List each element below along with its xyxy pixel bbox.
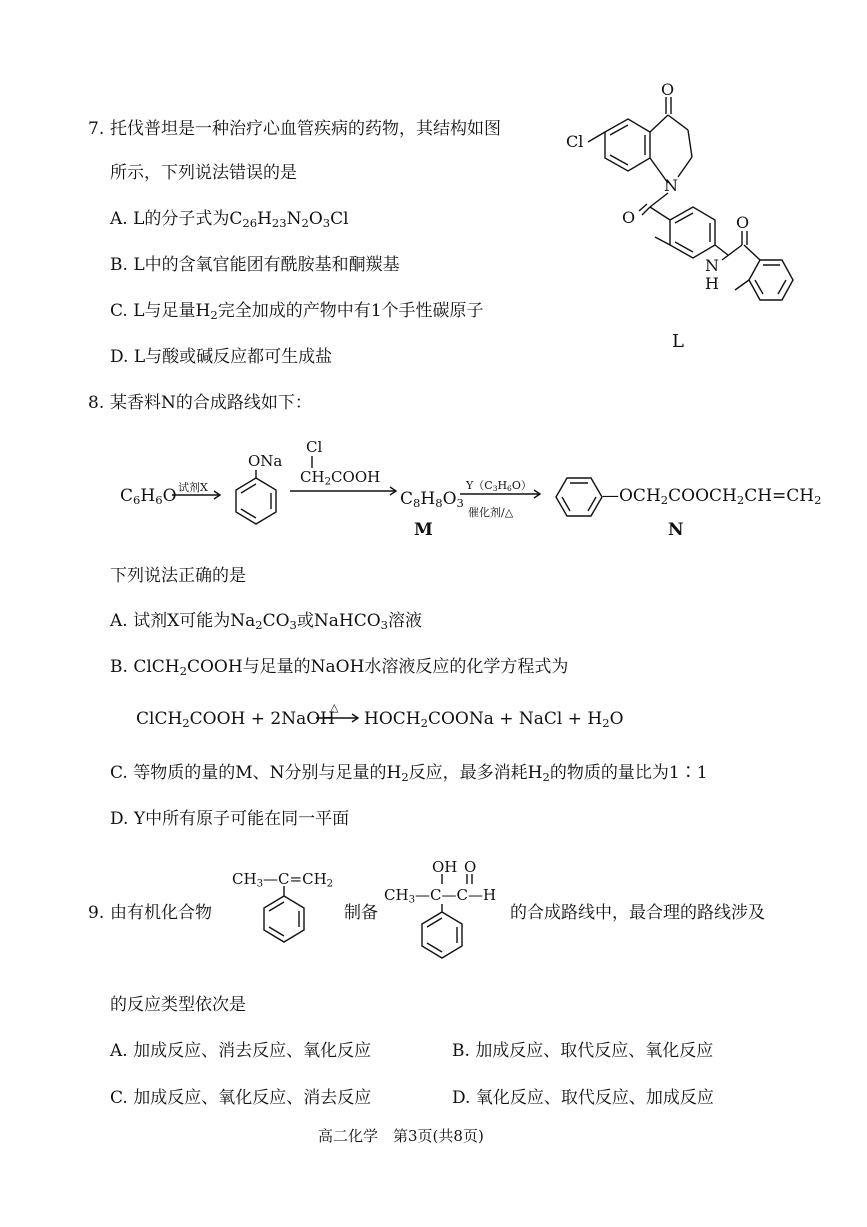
phenoxide-ring xyxy=(232,470,282,526)
q8-option-a: A. 试剂X可能为$Na_2CO_3$或NaHCO$_3$溶液 xyxy=(110,611,423,632)
amide-oxygen-2: O xyxy=(736,213,750,232)
catalyst-label: 催化剂/△ xyxy=(468,506,514,519)
q9-option-c: C. 加成反应、氧化反应、消去反应 xyxy=(110,1088,372,1108)
phenoxide-label: ONa xyxy=(248,452,283,470)
page-footer: 高二化学 第3页(共8页) xyxy=(318,1127,484,1145)
q9-number: 9. xyxy=(88,903,105,923)
chloro-label: Cl xyxy=(306,438,323,456)
q7-option-d: D. L与酸或碱反应都可生成盐 xyxy=(110,347,333,367)
equation-arrow xyxy=(316,711,362,725)
route-arrow-2 xyxy=(290,484,400,498)
equation-heat-symbol: △ xyxy=(330,701,339,714)
route-arrow-3 xyxy=(460,487,544,501)
q8-equation-right: $HOCH_2COONa$ + NaCl + $H_2O$ xyxy=(364,709,624,730)
product-formula: $CH_3—C—C—H$ xyxy=(384,886,497,906)
reactant-ring xyxy=(262,886,310,948)
route-arrow-1 xyxy=(172,488,222,502)
n-formula: $—OCH_2COOCH_2CH=CH_2$ xyxy=(602,486,822,507)
q9-option-a: A. 加成反应、消去反应、氧化反应 xyxy=(110,1041,372,1061)
reactant-formula: $CH_3—C=CH_2$ xyxy=(232,870,334,890)
q9-option-b: B. 加成反应、取代反应、氧化反应 xyxy=(452,1041,714,1061)
chlorine-label: Cl xyxy=(566,132,584,151)
q9-stem-c: 的合成路线中，最合理的路线涉及 xyxy=(510,903,765,923)
product-oh: OH xyxy=(432,858,458,876)
q9-stem-b: 制备 xyxy=(344,903,378,923)
product-o: O xyxy=(464,858,477,876)
q8-option-b: B. ClCH$_2$COOH与足量的NaOH水溶液反应的化学方程式为 xyxy=(110,657,569,678)
chloroacetic-acid: $CH_2COOH$ xyxy=(300,468,381,488)
q8-number: 8. xyxy=(88,393,105,413)
q8-equation-left: ClCH$_2$COOH + 2NaOH xyxy=(136,709,335,730)
q7-option-a: A. L的分子式为$C_{26}H_{23}N_2O_3Cl$ xyxy=(110,209,349,230)
product-ring xyxy=(418,904,466,964)
q8-stem: 某香料N的合成路线如下： xyxy=(110,393,312,413)
structure-label-l: L xyxy=(672,331,684,352)
q9-stem-a: 由有机化合物 xyxy=(110,903,212,923)
q7-number: 7. xyxy=(88,119,105,139)
q8-sub-stem: 下列说法正确的是 xyxy=(110,566,246,586)
q7-stem-line2: 所示，下列说法错误的是 xyxy=(110,163,297,183)
q7-option-c: C. L与足量$H_2$完全加成的产物中有1个手性碳原子 xyxy=(110,301,484,322)
q8-option-d: D. Y中所有原子可能在同一平面 xyxy=(110,809,350,829)
reagent-y: $Y(C_3H_6O)$ xyxy=(466,479,532,493)
tolvaptan-structure xyxy=(550,80,810,360)
amide-oxygen-1: O xyxy=(622,208,636,227)
start-formula: $C_6H_6O$ xyxy=(120,486,177,507)
q9-option-d: D. 氧化反应、取代反应、加成反应 xyxy=(452,1088,714,1108)
amide-hydrogen: H xyxy=(705,274,719,293)
m-formula: $C_8H_8O_3$ xyxy=(400,489,464,510)
q7-stem-line1: 托伐普坦是一种治疗心血管疾病的药物，其结构如图 xyxy=(110,119,501,139)
amide-nitrogen: N xyxy=(705,256,719,275)
q8-option-c: C. 等物质的量的M、N分别与足量的$H_2$反应，最多消耗$H_2$的物质的量比为1∶1 xyxy=(110,763,708,784)
reagent-x: 试剂X xyxy=(178,481,208,494)
n-label: N xyxy=(668,520,684,540)
q7-option-b: B. L中的含氧官能团有酰胺基和酮羰基 xyxy=(110,255,400,275)
ketone-oxygen: O xyxy=(661,80,675,99)
q9-stem-line2: 的反应类型依次是 xyxy=(110,995,246,1015)
m-label: M xyxy=(414,520,433,540)
ring-nitrogen: N xyxy=(664,176,678,195)
